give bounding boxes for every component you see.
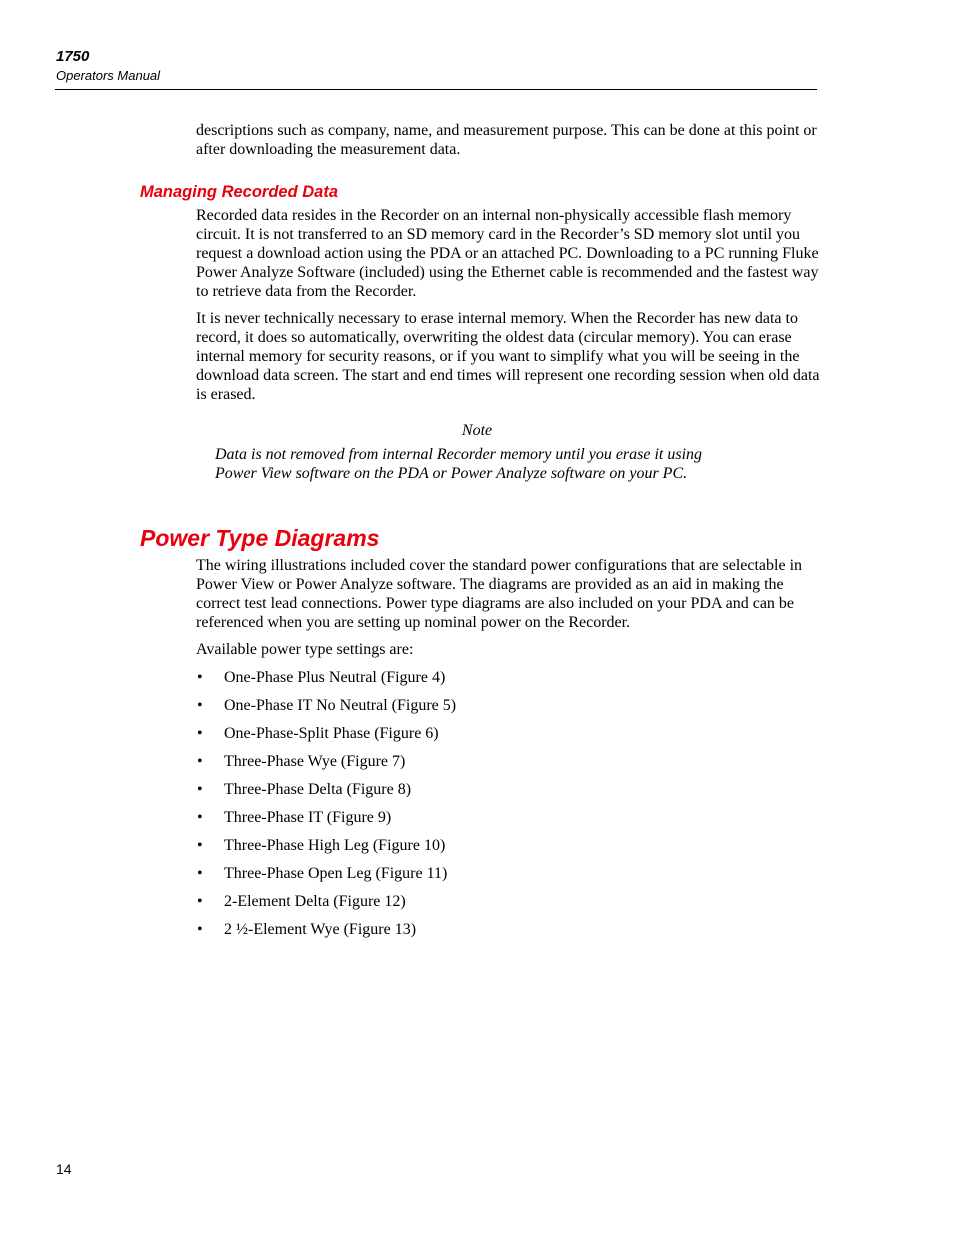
bullet-icon: •	[197, 697, 203, 714]
bullet-icon: •	[197, 781, 203, 798]
bullet-icon: •	[197, 725, 203, 742]
list-item-label: 2 ½-Element Wye (Figure 13)	[224, 921, 417, 938]
list-item-label: One-Phase Plus Neutral (Figure 4)	[224, 669, 446, 686]
intro-paragraph: descriptions such as company, name, and measurement purpose. This can be done at this point or after downloading the measurement data.	[196, 122, 817, 158]
list-item	[196, 836, 456, 864]
list-item	[196, 920, 456, 948]
list-item-label: 2-Element Delta (Figure 12)	[224, 893, 406, 910]
section-heading-managing-recorded-data: Managing Recorded Data	[140, 183, 339, 201]
section-heading-power-type-diagrams: Power Type Diagrams	[140, 525, 380, 551]
list-item-label: One-Phase-Split Phase (Figure 6)	[224, 725, 439, 742]
list-item-label: Three-Phase Wye (Figure 7)	[224, 753, 406, 770]
bullet-icon: •	[197, 921, 203, 938]
list-item	[196, 892, 456, 920]
bullet-icon: •	[197, 837, 203, 854]
managing-paragraph-2: It is never technically necessary to erase internal memory. When the Recorder has new data to record, it does so automatically, overwriting the oldest data (circular memory). You can erase internal memory for security reasons, or if you want to simplify what you will be seeing in the download data screen. The start and end times will represent one recording session when old data is erased.	[196, 310, 820, 403]
list-item-label: Three-Phase High Leg (Figure 10)	[224, 837, 446, 854]
list-item	[196, 696, 456, 724]
manual-title: Operators Manual	[56, 68, 161, 83]
list-item	[196, 752, 456, 780]
list-item	[196, 780, 456, 808]
note-label: Note	[461, 422, 493, 439]
power-paragraph-1: The wiring illustrations included cover the standard power configurations that are selectable in Power View or Power Analyze software. The diagrams are provided as an aid in making the correct test lead connections. Power type diagrams are also included on your PDA and can be referenced when you are setting up nominal power on the Recorder.	[196, 557, 803, 631]
page-number: 14	[56, 1161, 72, 1177]
list-item	[196, 808, 456, 836]
list-item	[196, 724, 456, 752]
bullet-icon: •	[197, 669, 203, 686]
power-paragraph-2: Available power type settings are:	[196, 641, 414, 658]
bullet-icon: •	[197, 753, 203, 770]
managing-paragraph-1: Recorded data resides in the Recorder on an internal non-physically accessible flash memory circuit. It is not transferred to an SD memory card in the Recorder’s SD memory slot until you request a download action using the PDA or an attached PC. Downloading to a PC running Fluke Power Analyze Software (included) using the Ethernet cable is recommended and the fastest way to retrieve data from the Recorder.	[196, 207, 819, 300]
list-item	[196, 668, 456, 696]
list-item	[196, 864, 456, 892]
header-divider	[55, 89, 817, 90]
list-item-label: Three-Phase IT (Figure 9)	[224, 809, 392, 826]
list-item-label: One-Phase IT No Neutral (Figure 5)	[224, 697, 457, 714]
bullet-icon: •	[197, 865, 203, 882]
list-item-label: Three-Phase Delta (Figure 8)	[224, 781, 412, 798]
bullet-icon: •	[197, 809, 203, 826]
manual-model-number: 1750	[56, 48, 90, 65]
power-type-list	[196, 668, 456, 948]
list-item-label: Three-Phase Open Leg (Figure 11)	[224, 865, 448, 882]
bullet-icon: •	[197, 893, 203, 910]
note-text: Data is not removed from internal Recorder memory until you erase it using Power View software on the PDA or Power Analyze software on your PC.	[215, 446, 703, 482]
